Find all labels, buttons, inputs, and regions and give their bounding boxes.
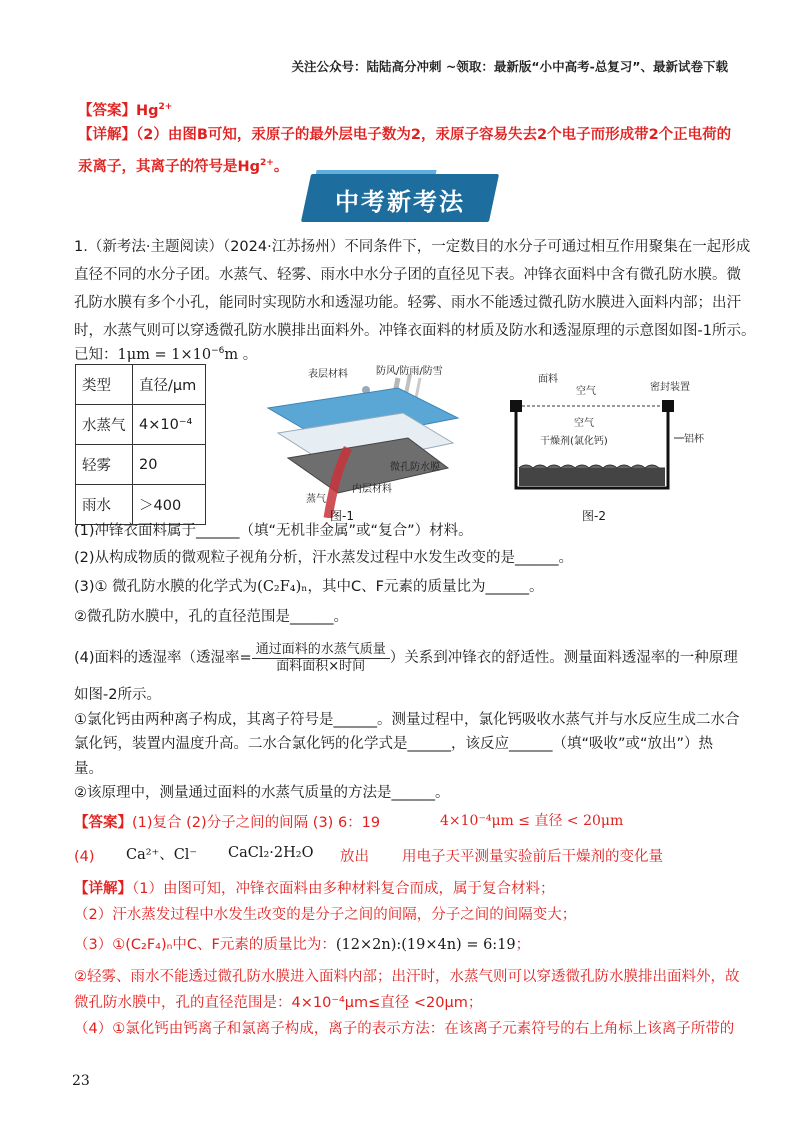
subquestion-3 (74, 576, 544, 598)
section-banner (306, 174, 494, 222)
subquestion-3-2: ②微孔防水膜中，孔的直径范围是______。 (74, 609, 348, 625)
answer-sup: 2+ (158, 102, 173, 112)
fig2-label-cup: 铝杯 (684, 434, 704, 445)
permeability-fraction (252, 642, 390, 675)
top-detail-line2 (78, 152, 288, 178)
answer-label: 【答案】 (74, 815, 132, 831)
subquestion-4 (74, 640, 738, 676)
banner-title: 中考新考法 (335, 188, 465, 216)
table-row (76, 445, 206, 485)
q3-text-b: ，其中C、F元素的质量比为______。 (307, 579, 544, 595)
unit-formula: 1μm = 1×10 (117, 346, 212, 363)
subquestion-4-1c: 量。 (74, 761, 103, 777)
table-cell: 雨水 (76, 485, 133, 525)
answer-value: Hg (136, 102, 159, 119)
header-note: 关注公众号：陆陆高分冲刺 ~领取：最新版“小中高考-总复习”、最新试卷下载 (291, 59, 728, 74)
figure-1-fabric-illustration (248, 358, 470, 518)
table-cell: 20 (133, 445, 206, 485)
detail-line-3 (74, 934, 530, 956)
answer-ions: Ca²⁺、Cl⁻ (126, 847, 198, 863)
question-line-1: 1.（新考法·主题阅读）（2024·江苏扬州）不同条件下，一定数目的水分子可通过相互作用聚集在一起形成 (74, 239, 751, 255)
answer-line-1 (74, 812, 380, 834)
subquestion-4-fig: 如图-2所示。 (74, 687, 161, 703)
answer-range: 4×10⁻⁴μm ≤ 直径 < 20μm (440, 813, 624, 829)
fig2-label-air-top: 空气 (576, 386, 596, 397)
figure-2-apparatus (496, 368, 706, 498)
page-number: 23 (72, 1073, 90, 1089)
detail-line-5: 微孔防水膜中，孔的直径范围是：4×10⁻⁴μm≤直径 <20μm； (74, 995, 483, 1011)
fig1-label-surface: 表层材料 (308, 369, 348, 380)
table-cell: 4×10⁻⁴ (133, 405, 206, 445)
unit-sup: −6 (211, 346, 225, 356)
unit-end: m 。 (224, 346, 258, 363)
detail-d1: （1）由图可知，冲锋衣面料由多种材料复合而成，属于复合材料； (132, 881, 555, 897)
fig2-label-air-inner: 空气 (574, 418, 594, 429)
detail-line-1 (74, 878, 554, 900)
table-row (76, 485, 206, 525)
detail-text: （2）由图B可知，汞原子的最外层电子数为2，汞原子容易失去2个电子而形成带2个正电荷的 (136, 127, 732, 143)
fig2-label-seal: 密封装置 (650, 382, 690, 393)
table-cell: 轻雾 (76, 445, 133, 485)
question-line-2: 直径不同的水分子团。水蒸气、轻雾、雨水中水分子团的直径见下表。冲锋衣面料中含有微孔防水膜。微 (74, 267, 741, 283)
fig1-label-membrane: 微孔防水膜 (390, 462, 440, 473)
subquestion-4-1: ①氯化钙由两种离子构成，其离子符号是______。测量过程中，氯化钙吸收水蒸气并与水反应生成二水合 (74, 712, 740, 728)
top-answer (78, 96, 172, 122)
subquestion-2: (2)从构成物质的微观粒子视角分析，汗水蒸发过程中水发生改变的是______。 (74, 550, 574, 566)
figure-1-caption: 图-1 (330, 509, 354, 523)
fig1-label-inner: 内层材料 (352, 484, 392, 495)
question-line-4: 时，水蒸气则可以穿透微孔防水膜排出面料外。冲锋衣面料的材质及防水和透湿原理的示意图如图-1所示。 (74, 323, 756, 339)
diameter-table (75, 364, 206, 525)
detail-d3-formula: (12×2n):(19×4n) = 6:19 (335, 937, 516, 953)
detail-text-2a: 汞离子，其离子的符号是Hg (78, 158, 261, 175)
given-label: 已知： (74, 346, 118, 363)
detail-line-4: ②轻雾、雨水不能透过微孔防水膜进入面料内部；出汗时，水蒸气则可以穿透微孔防水膜排出面料外，故 (74, 969, 740, 985)
table-row (76, 365, 206, 405)
answer-formula: CaCl₂·2H₂O (228, 845, 314, 861)
q3-formula: (C₂F₄)ₙ (257, 579, 308, 595)
table-header-type: 类型 (76, 365, 133, 405)
table-cell: 水蒸气 (76, 405, 133, 445)
answer-part1: (1)复合 (2)分子之间的间隔 (3) 6：19 (132, 815, 381, 831)
table-cell: ＞400 (133, 485, 206, 525)
fig1-label-wind: 防风/防雨/防雪 (376, 366, 443, 377)
detail-sup: 2+ (260, 158, 274, 168)
answer-part4-num: (4) (74, 849, 95, 865)
subquestion-1: (1)冲锋衣面料属于______（填“无机非金属”或“复合”）材料。 (74, 523, 473, 539)
q4-text-b: ）关系到冲锋衣的舒适性。测量面料透湿率的一种原理 (389, 650, 738, 666)
desiccant-granules (519, 465, 665, 486)
seal-left-icon (510, 400, 522, 412)
detail-line-2: （2）汗水蒸发过程中水发生改变的是分子之间的间隔，分子之间的间隔变大； (74, 907, 577, 923)
answer-label: 【答案】 (78, 102, 136, 119)
fraction-numerator: 通过面料的水蒸气质量 (252, 642, 390, 659)
fig1-label-vapor: 蒸气 (306, 494, 326, 505)
fraction-denominator: 面料面积×时间 (276, 658, 366, 674)
detail-text-2b: 。 (273, 158, 289, 175)
answer-method: 用电子天平测量实验前后干燥剂的变化量 (402, 849, 663, 865)
table-header-diameter: 直径/μm (133, 365, 206, 405)
fig2-label-fabric: 面料 (538, 374, 558, 385)
q4-text-a: (4)面料的透湿率（透湿率= (74, 650, 252, 666)
seal-right-icon (662, 400, 674, 412)
detail-label: 【详解】 (78, 127, 136, 143)
question-line-3: 孔防水膜有多个小孔，能同时实现防水和透湿功能。轻雾、雨水不能透过微孔防水膜进入面料内部；出汗 (74, 295, 741, 311)
figure-2-caption: 图-2 (582, 509, 606, 523)
detail-line-6: （4）①氯化钙由钙离子和氯离子构成，离子的表示方法：在该离子元素符号的右上角标上该离子所带的 (74, 1021, 735, 1037)
table-row (76, 405, 206, 445)
subquestion-4-2: ②该原理中，测量通过面料的水蒸气质量的方法是______。 (74, 785, 450, 801)
answer-release: 放出 (340, 849, 369, 865)
subquestion-4-1b: 氯化钙，装置内温度升高。二水合氯化钙的化学式是______，该反应______（填“吸收”或“放出”）热 (74, 736, 714, 752)
q3-text-a: (3)① 微孔防水膜的化学式为 (74, 579, 258, 595)
top-detail-line1 (78, 124, 731, 146)
detail-label: 【详解】 (74, 881, 132, 897)
detail-d3a: （3）①(C₂F₄)ₙ中C、F元素的质量比为： (74, 937, 336, 953)
fig2-label-desiccant: 干燥剂(氯化钙) (540, 436, 608, 447)
detail-d3b: ； (515, 937, 531, 953)
question-line-5 (74, 340, 257, 366)
